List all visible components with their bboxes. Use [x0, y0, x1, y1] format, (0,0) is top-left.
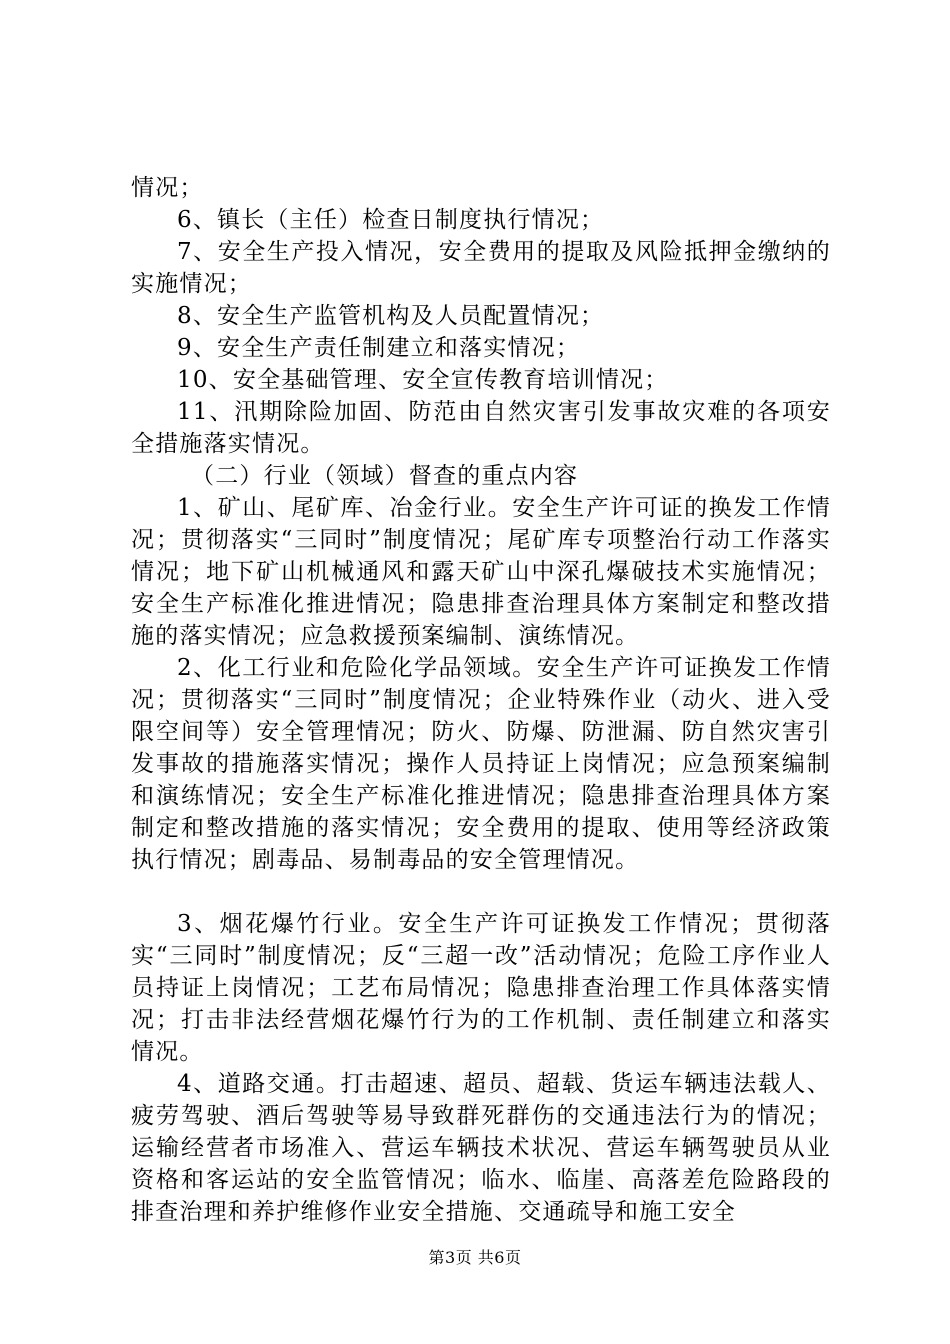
paragraph-item-11: 11、汛期除险加固、防范由自然灾害引发事故灾难的各项安全措施落实情况。 [131, 399, 831, 457]
paragraph-fireworks: 3、烟花爆竹行业。安全生产许可证换发工作情况；贯彻落实“三同时”制度情况；反“三超一改”活动情况；危险工序作业人员持证上岗情况；工艺布局情况；隐患排查治理工作具体落实情况；打击非法经营烟花爆竹行为的工作机制、责任制建立和落实情况。 [131, 911, 831, 1065]
page-footer: 第3页 共6页 [428, 1248, 522, 1267]
paragraph-item-9: 9、安全生产责任制建立和落实情况； [177, 335, 581, 361]
paragraph-item-10: 10、安全基础管理、安全宣传教育培训情况； [177, 367, 669, 393]
document-body [131, 172, 831, 1228]
paragraph-item-7: 7、安全生产投入情况，安全费用的提取及风险抵押金缴纳的实施情况； [131, 239, 831, 297]
paragraph-chemical: 2、化工行业和危险化学品领域。安全生产许可证换发工作情况；贯彻落实“三同时”制度情况；企业特殊作业（动火、进入受限空间等）安全管理情况；防火、防爆、防泄漏、防自然灾害引发事故的措施落实情况；操作人员持证上岗情况；应急预案编制和演练情况；安全生产标准化推进情况；隐患排查治理具体方案制定和整改措施的落实情况；安全费用的提取、使用等经济政策执行情况；剧毒品、易制毒品的安全管理情况。 [131, 655, 831, 873]
section-heading-2: （二）行业（领域）督查的重点内容 [191, 463, 579, 489]
paragraph-item-6: 6、镇长（主任）检查日制度执行情况； [177, 207, 605, 233]
paragraph-continuation: 情况； [131, 175, 204, 201]
paragraph-mining: 1、矿山、尾矿库、冶金行业。安全生产许可证的换发工作情况；贯彻落实“三同时”制度情况；尾矿库专项整治行动工作落实情况；地下矿山机械通风和露天矿山中深孔爆破技术实施情况；安全生产标准化推进情况；隐患排查治理具体方案制定和整改措施的落实情况；应急救援预案编制、演练情况。 [131, 495, 831, 649]
paragraph-item-8: 8、安全生产监管机构及人员配置情况； [177, 303, 605, 329]
paragraph-road-traffic: 4、道路交通。打击超速、超员、超载、货运车辆违法载人、疲劳驾驶、酒后驾驶等易导致群死群伤的交通违法行为的情况；运输经营者市场准入、营运车辆技术状况、营运车辆驾驶员从业资格和客运站的安全监管情况；临水、临崖、高落差危险路段的排查治理和养护维修作业安全措施、交通疏导和施工安全 [131, 1071, 831, 1225]
